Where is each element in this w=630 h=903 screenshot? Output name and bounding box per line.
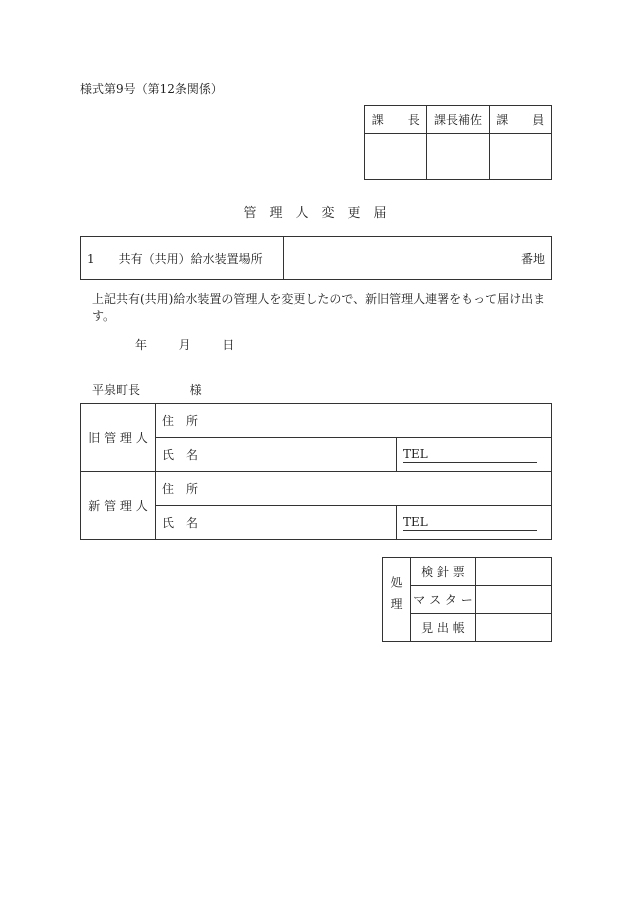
processing-row-meter: 検 針 票 (411, 558, 476, 586)
new-manager-label: 新 管 理 人 (81, 472, 156, 540)
location-label: 1 共有（共用）給水装置場所 (81, 237, 284, 280)
approval-stamp-staff[interactable] (489, 134, 552, 180)
approval-header-chief: 課 長 (365, 106, 427, 134)
approval-stamp-chief[interactable] (365, 134, 427, 180)
approval-table (364, 105, 552, 180)
processing-check-ledger[interactable] (476, 614, 552, 642)
managers-table (80, 403, 552, 540)
form-title: 管 理 人 変 更 届 (243, 206, 387, 221)
old-manager-tel-field[interactable] (397, 438, 552, 472)
location-input[interactable] (284, 237, 552, 280)
old-name-label: 氏 名 (162, 448, 199, 462)
processing-row-master: マ ス タ ー (411, 586, 476, 614)
addressee (92, 381, 202, 398)
date-month: 月 (178, 338, 191, 352)
approval-stamp-deputy[interactable] (427, 134, 489, 180)
new-manager-address-field[interactable] (156, 472, 552, 506)
new-name-label: 氏 名 (162, 516, 199, 530)
addressee-name: 平泉町長 (92, 383, 141, 397)
date-year: 年 (135, 338, 148, 352)
new-manager-tel-field[interactable] (397, 506, 552, 540)
processing-label: 処理 (383, 558, 411, 642)
date-day: 日 (222, 338, 235, 352)
form-number: 様式第9号（第12条関係） (80, 82, 223, 96)
new-tel-label: TEL (403, 515, 537, 531)
processing-check-meter[interactable] (476, 558, 552, 586)
approval-header-deputy: 課長補佐 (427, 106, 489, 134)
old-address-label: 住 所 (162, 414, 199, 428)
location-table (80, 236, 552, 280)
old-manager-address-field[interactable] (156, 404, 552, 438)
old-manager-name-field[interactable] (156, 438, 397, 472)
statement-text: 上記共有(共用)給水装置の管理人を変更したので、新旧管理人連署をもって届け出ます。 (92, 292, 546, 323)
new-manager-name-field[interactable] (156, 506, 397, 540)
approval-header-staff: 課 員 (489, 106, 552, 134)
old-manager-label: 旧 管 理 人 (81, 404, 156, 472)
location-suffix: 番地 (520, 251, 545, 266)
old-tel-label: TEL (403, 447, 537, 463)
new-address-label: 住 所 (162, 482, 199, 496)
processing-check-master[interactable] (476, 586, 552, 614)
processing-row-ledger: 見 出 帳 (411, 614, 476, 642)
addressee-honorific: 様 (189, 383, 202, 397)
date-line (135, 336, 234, 353)
processing-table (382, 557, 552, 642)
